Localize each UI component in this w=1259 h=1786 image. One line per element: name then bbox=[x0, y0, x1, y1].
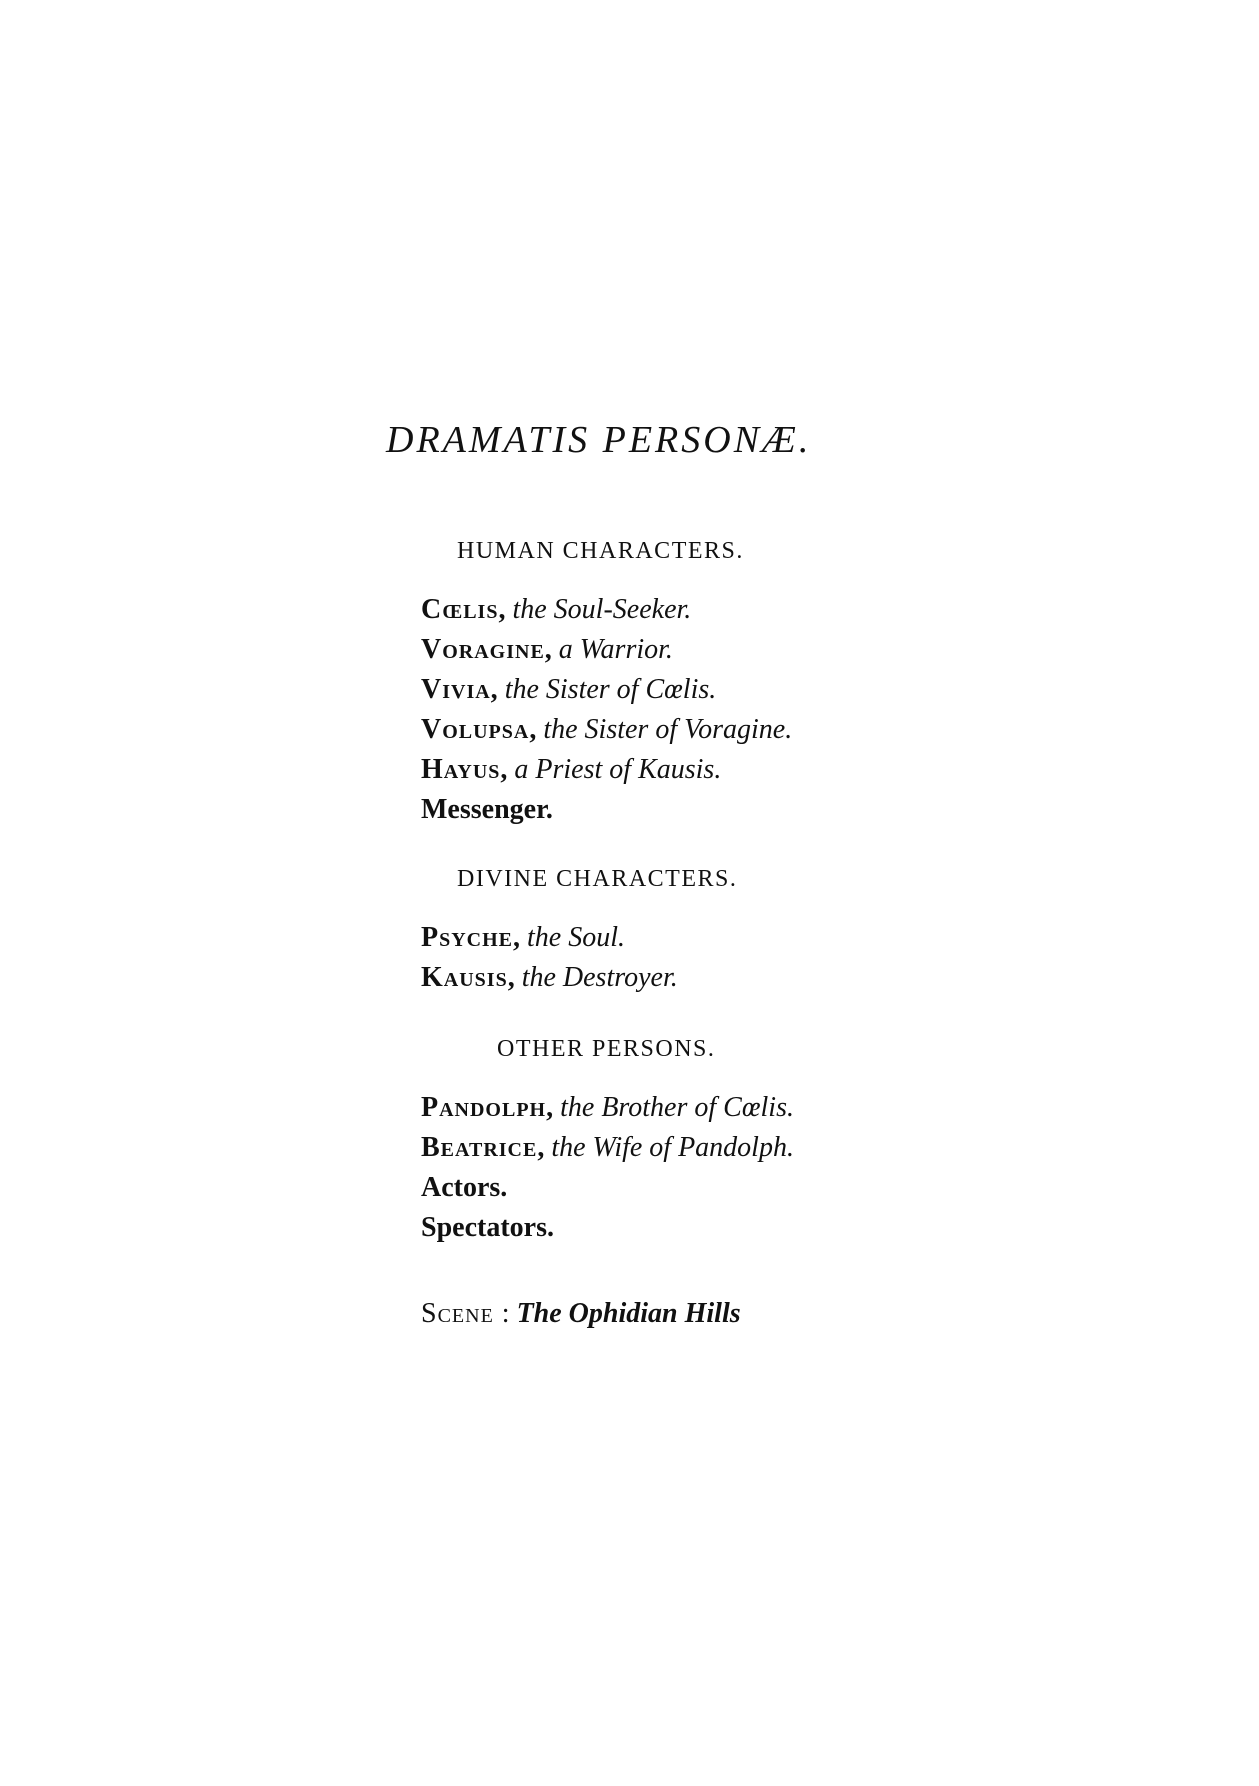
character-description: the Wife of Pandolph. bbox=[551, 1132, 794, 1163]
character-entry bbox=[421, 716, 792, 744]
character-entry bbox=[421, 924, 625, 952]
character-description: the Sister of Voragine. bbox=[543, 714, 793, 745]
character-entry bbox=[421, 596, 691, 624]
character-name: Voragine, bbox=[421, 634, 553, 665]
scene-value: The Ophidian Hills bbox=[516, 1298, 741, 1329]
character-description: the Destroyer. bbox=[521, 962, 678, 993]
section-heading-divine: DIVINE CHARACTERS. bbox=[457, 866, 738, 892]
character-entry bbox=[421, 636, 673, 664]
character-name: Volupsa, bbox=[421, 714, 538, 745]
character-entry bbox=[421, 964, 678, 992]
character-entry bbox=[421, 1094, 794, 1122]
character-description: the Soul. bbox=[527, 922, 626, 953]
character-description: the Sister of Cœlis. bbox=[504, 674, 717, 705]
section-heading-human: HUMAN CHARACTERS. bbox=[457, 538, 744, 564]
character-entry bbox=[421, 796, 553, 824]
character-entry bbox=[421, 1214, 554, 1242]
section-heading-other: OTHER PERSONS. bbox=[497, 1036, 716, 1062]
character-name: Beatrice, bbox=[421, 1132, 546, 1163]
character-entry bbox=[421, 756, 721, 784]
character-entry bbox=[421, 676, 716, 704]
character-entry bbox=[421, 1174, 507, 1202]
character-description: the Brother of Cœlis. bbox=[560, 1092, 794, 1123]
character-description: a Priest of Kausis. bbox=[514, 754, 722, 785]
character-name: Kausis, bbox=[421, 962, 516, 993]
character-name: Actors. bbox=[421, 1172, 508, 1203]
scene-label: Scene : bbox=[421, 1298, 511, 1329]
page-title: DRAMATIS PERSONÆ. bbox=[386, 419, 812, 461]
character-name: Hayus, bbox=[421, 754, 509, 785]
scene-line bbox=[421, 1300, 741, 1328]
character-entry bbox=[421, 1134, 794, 1162]
character-name: Cœlis, bbox=[421, 594, 507, 625]
character-name: Pandolph, bbox=[421, 1092, 555, 1123]
character-name: Messenger. bbox=[421, 794, 553, 825]
character-name: Spectators. bbox=[421, 1212, 554, 1243]
character-description: a Warrior. bbox=[558, 634, 673, 665]
character-name: Psyche, bbox=[421, 922, 522, 953]
character-description: the Soul-Seeker. bbox=[512, 594, 692, 625]
character-name: Vivia, bbox=[421, 674, 499, 705]
